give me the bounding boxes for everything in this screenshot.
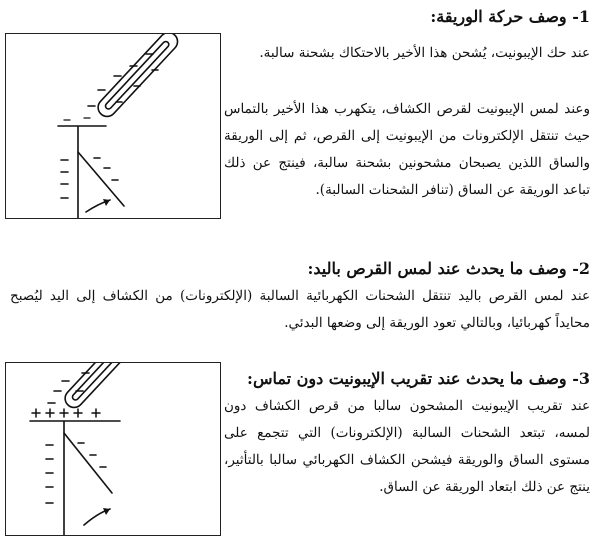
- section2-heading: 2- وصف ما يحدث عند لمس القرص باليد:: [307, 259, 590, 278]
- section1-paragraph-2: وعند لمس الإيبونيت لقرص الكشاف، يتكهرب هذا الأخير بالتماس حيث تنتقل الإلكترونات من الإيبونيت إلى القرص، ثم إلى الوريقة والساق اللذين يصبحان مشحونين بشحنة سالبة، فينتج عن ذلك تباعد الوريقة عن الساق (تنافر الشحنات السالبة).: [224, 101, 590, 198]
- section3-heading: 3- وصف ما يحدث عند تقريب الإيبونيت دون تماس:: [247, 369, 590, 388]
- figure-electroscope-contact: [5, 33, 221, 219]
- electroscope-induction-diagram: [6, 363, 220, 535]
- ebonite-rod: [61, 363, 142, 411]
- section1-heading: 1- وصف حركة الوريقة:: [430, 7, 590, 26]
- figure-electroscope-induction: [5, 362, 221, 536]
- ebonite-rod: [94, 34, 181, 120]
- section2-paragraph: عند لمس القرص باليد تنتقل الشحنات الكهربائية السالبة (الإلكترونات) من الكشاف إلى اليد ليُصبح محايداً كهربائيا، وبالتالي تعود الوريقة إلى وضعها البدئي.: [10, 288, 590, 331]
- section1-paragraph-1: عند حك الإيبونيت، يُشحن هذا الأخير بالاحتكاك بشحنة سالبة.: [259, 45, 590, 61]
- electroscope-contact-diagram: [6, 34, 220, 218]
- section3-paragraph: عند تقريب الإيبونيت المشحون سالبا من قرص الكشاف دون لمسه، تبتعد الشحنات السالبة (الإلكترونات) التي تتجمع على مستوى الساق والوريقة فيشحن الكشاف الكهربائي سالبا بالتأثير، ينتج عن ذلك ابتعاد الوريقة عن الساق.: [224, 398, 590, 495]
